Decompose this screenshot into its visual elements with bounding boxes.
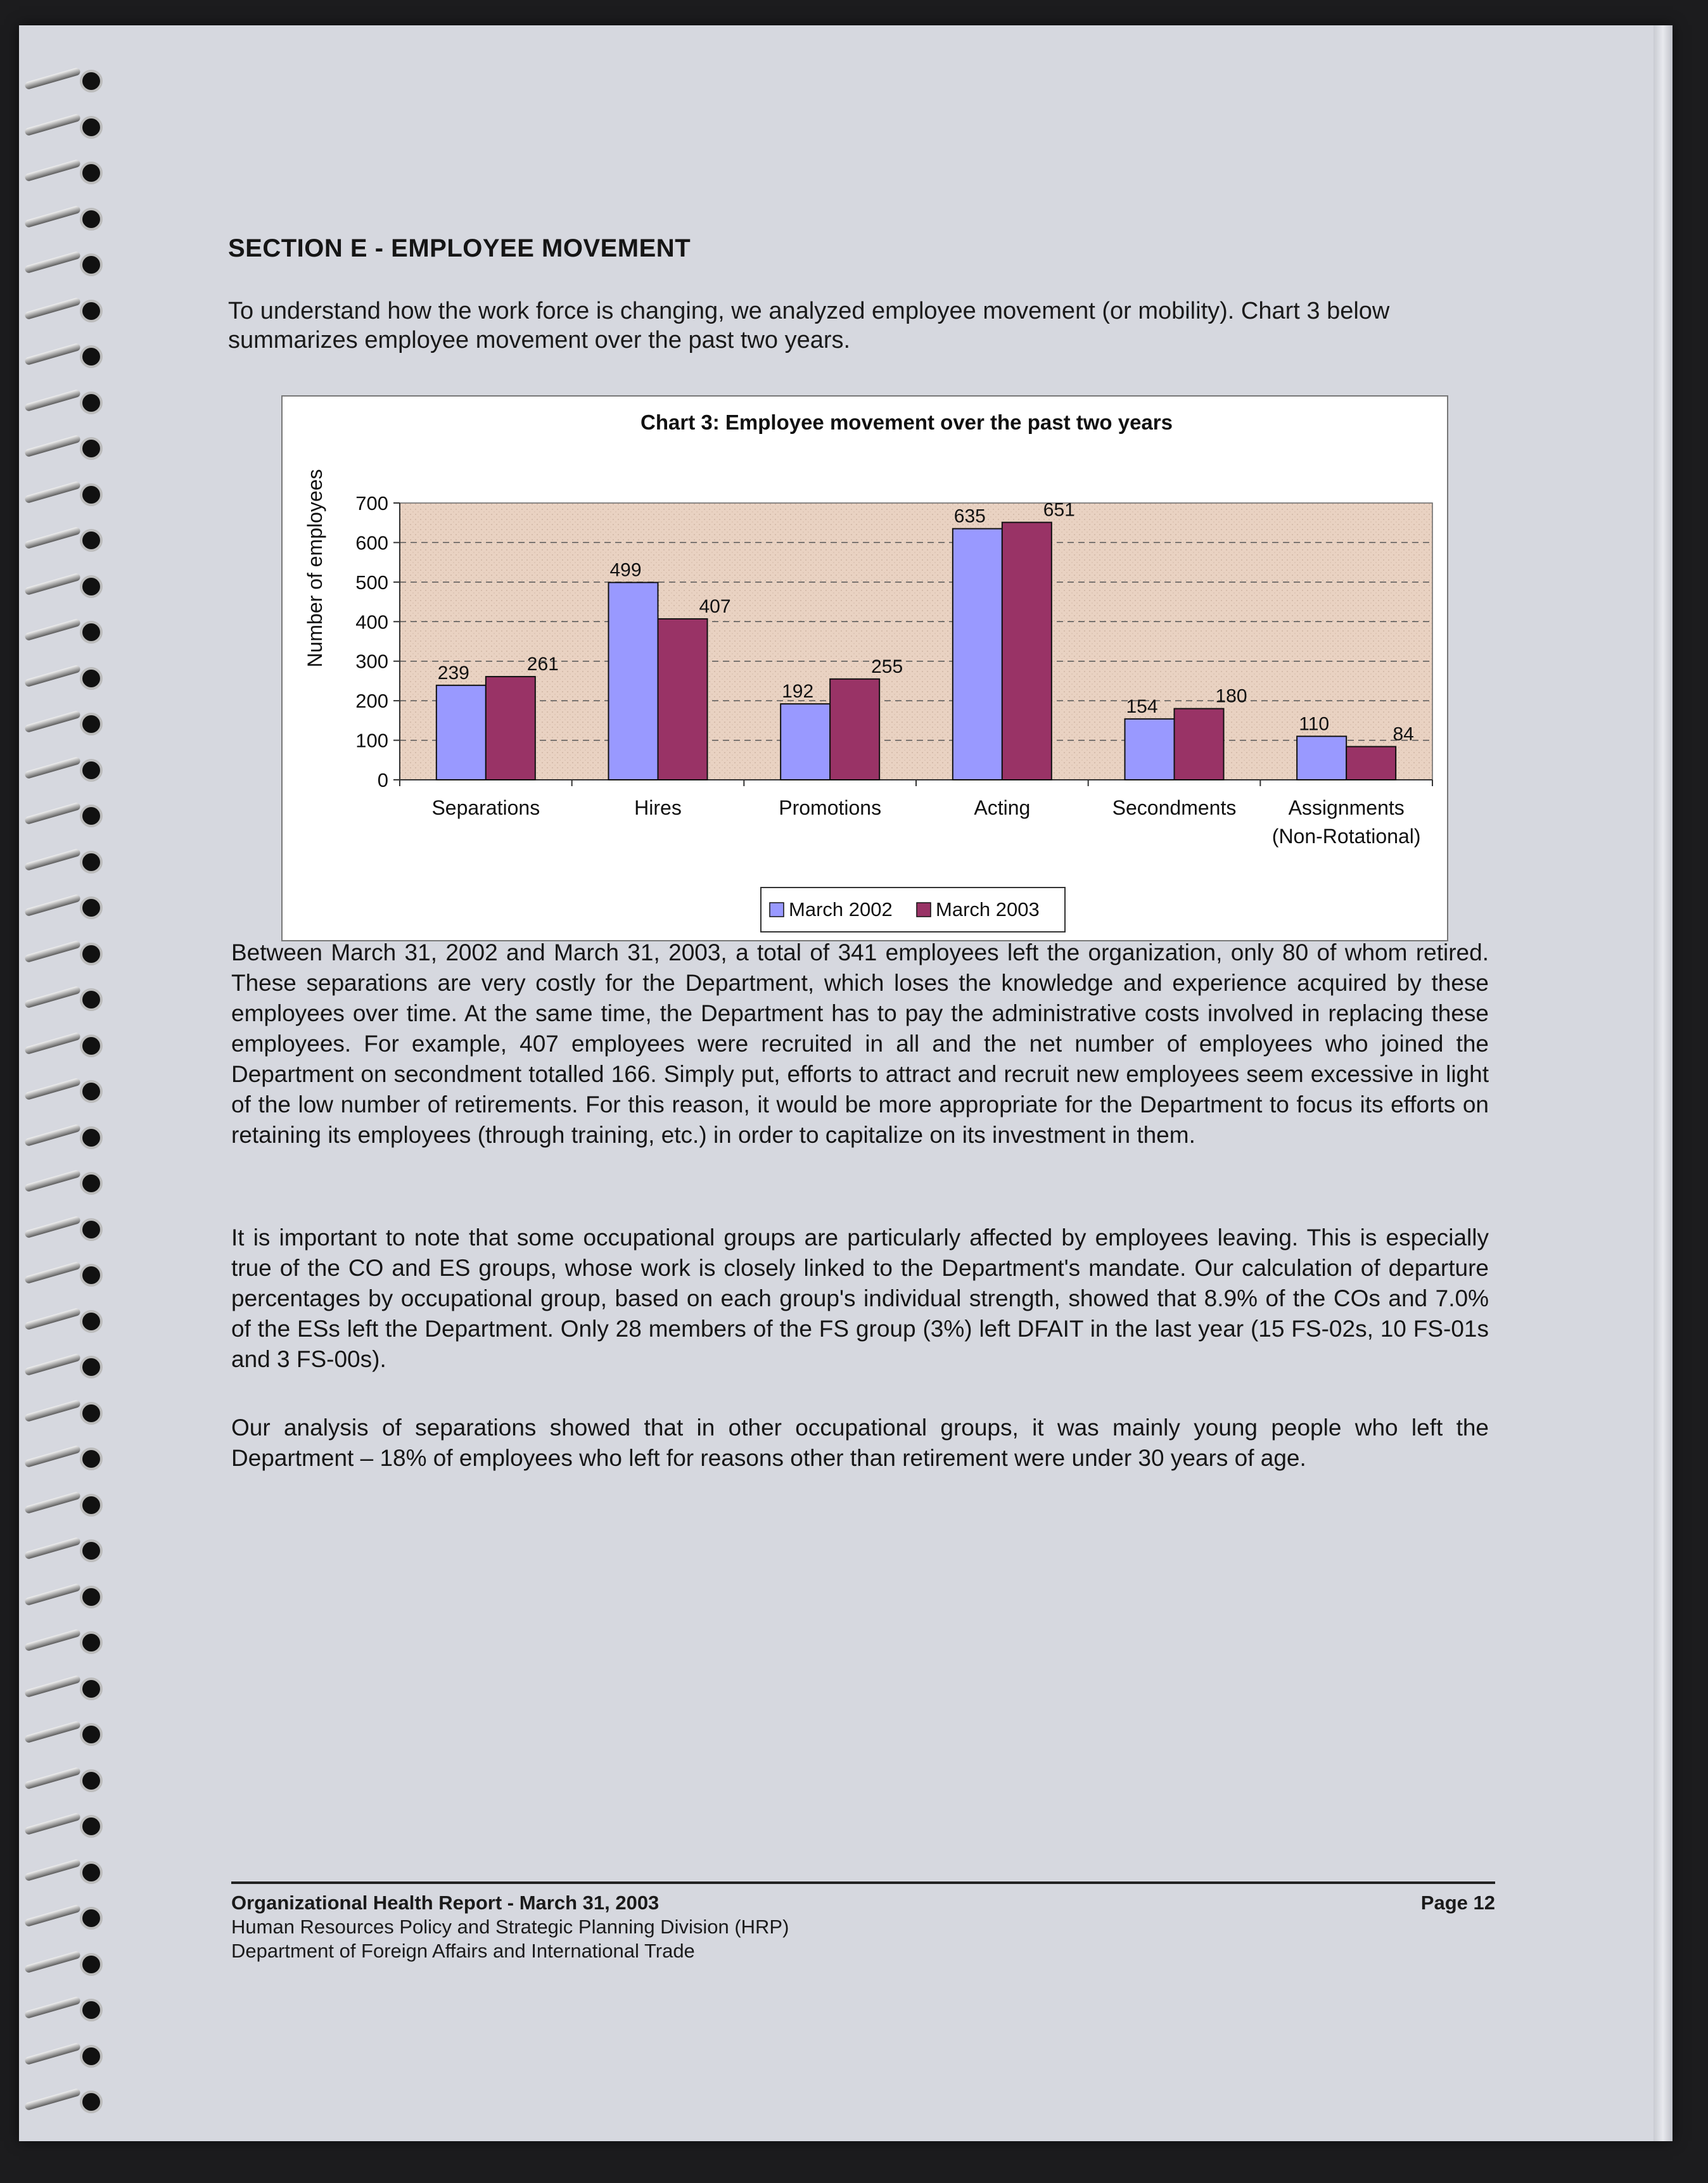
bar-march-2002 [953,529,1002,780]
footer [231,1891,1495,1963]
footer-report-title: Organizational Health Report - March 31, 2003 [231,1892,660,1914]
binding-ring [24,1947,100,1976]
chart-frame [281,395,1448,941]
binding-ring [24,1120,100,1149]
data-label: 255 [871,656,903,677]
bar-march-2002 [609,582,658,780]
bar-march-2003 [1346,747,1396,780]
binding-ring [24,63,100,92]
binding-ring [24,1441,100,1470]
y-tick-label: 0 [377,769,388,791]
binding-ring [24,1257,100,1287]
employee-movement-chart [283,397,1447,940]
binding-ring [24,982,100,1011]
y-tick-label: 200 [355,690,388,713]
binding-ring [24,523,100,552]
binding-ring [24,385,100,414]
binding-ring [24,1349,100,1378]
page-edge [1654,25,1673,2141]
chart-title: Chart 3: Employee movement over the past two years [640,411,1173,434]
spiral-binding [19,63,101,2141]
binding-ring [24,293,100,322]
binding-ring [24,1992,100,2021]
binding-ring [24,201,100,231]
bar-march-2003 [658,619,708,780]
binding-ring [24,477,100,506]
x-category-label: Secondments [1112,796,1237,819]
footer-department: Department of Foreign Affairs and International Trade [231,1940,695,1962]
data-label: 154 [1126,696,1158,717]
data-label: 110 [1299,713,1330,735]
x-category-label: Promotions [779,796,882,819]
plot-area [400,503,1432,780]
data-label: 261 [526,654,559,675]
data-label: 499 [609,559,642,581]
data-label: 180 [1215,685,1247,707]
legend-label: March 2003 [936,898,1040,920]
y-tick-label: 500 [355,571,388,594]
bar-march-2002 [437,685,486,780]
binding-ring [24,1212,100,1241]
y-tick-label: 100 [355,729,388,752]
data-label: 192 [782,681,814,703]
binding-ring [24,1809,100,1838]
body-paragraph-3: Our analysis of separations showed that in other occupational groups, it was mainly young people who left the Department – 18% of employees who left for reasons other than retirement were under 30 years of age. [231,1415,1489,1471]
binding-ring [24,798,100,827]
binding-ring [24,569,100,598]
bar-march-2003 [1002,523,1052,780]
bar-march-2002 [781,704,830,780]
section-title: SECTION E - EMPLOYEE MOVEMENT [228,234,691,262]
data-label: 635 [953,506,986,527]
binding-ring [24,431,100,460]
body-paragraph-2: It is important to note that some occupational groups are particularly affected by employees leaving. This is especially true of the CO and ES groups, whose work is closely linked to the Department's mandate. Our calculation of departure percentages by occupational group, based on each group's individual strength, showed that 8.9% of the COs and 7.0% of the ESs left the Department. Only 28 members of the FS group (3%) left DFAIT in the last year (15 FS-02s, 10 FS-01s and 3 FS-00s). [231,1225,1489,1372]
bar-march-2002 [1125,719,1175,780]
data-label: 239 [437,662,469,684]
binding-ring [24,1074,100,1103]
body-paragraph-1: Between March 31, 2002 and March 31, 2003, a total of 341 employees left the organization, only 80 of whom retired. These separations are very costly for the Department, which loses the knowledge and experience acquired by these employees over time. At the same time, the Department has to pay the administrative costs involved in replacing these employees. For example, 407 employees were recruited in all and the net number of employees who joined the Department on secondment totalled 166. Simply put, efforts to attract and recruit new employees seem excessive in light of the low number of retirements. For this reason, it would be more appropriate for the Department to focus its efforts on retaining its employees (through training, etc.) in order to capitalize on its investment in them. [231,939,1489,1148]
binding-ring [24,1487,100,1517]
document-page [19,25,1673,2141]
binding-ring [24,2084,100,2113]
binding-ring [24,1671,100,1700]
binding-ring [24,1900,100,1930]
binding-ring [24,2039,100,2068]
legend-label: March 2002 [789,898,893,920]
x-category-label: Acting [974,796,1031,819]
binding-ring [24,1028,100,1057]
x-category-label: Separations [431,796,540,819]
binding-ring [24,1396,100,1425]
bar-march-2003 [486,677,535,780]
y-tick-label: 700 [355,492,388,514]
binding-ring [24,247,100,276]
bar-march-2002 [1297,736,1346,780]
binding-ring [24,844,100,874]
binding-ring [24,1304,100,1333]
binding-ring [24,339,100,368]
data-label: 84 [1393,723,1414,745]
page-number: Page 12 [1420,1892,1495,1914]
binding-ring [24,1625,100,1654]
y-tick-label: 400 [355,611,388,633]
binding-ring [24,1166,100,1195]
binding-ring [24,155,100,184]
binding-ring [24,890,100,919]
y-axis-label: Number of employees [303,469,326,668]
binding-ring [24,1855,100,1884]
legend-swatch [770,903,784,917]
bar-march-2003 [1175,709,1224,780]
y-tick-label: 300 [355,650,388,673]
x-category-label: Assignments [1288,796,1405,819]
data-label: 407 [699,595,731,617]
x-category-label: (Non-Rotational) [1271,825,1421,848]
binding-ring [24,1763,100,1792]
binding-ring [24,936,100,965]
binding-ring [24,753,100,782]
binding-ring [24,614,100,644]
footer-rule [231,1881,1495,1884]
bar-march-2003 [830,679,879,780]
binding-ring [24,1579,100,1608]
footer-division: Human Resources Policy and Strategic Planning Division (HRP) [231,1916,789,1938]
binding-ring [24,1717,100,1746]
intro-paragraph: To understand how the work force is changing, we analyzed employee movement (or mobility). Chart 3 below summarizes employee movement over the past two years. [228,298,1390,353]
y-tick-label: 600 [355,531,388,554]
data-label: 651 [1043,499,1075,521]
binding-ring [24,706,100,735]
binding-ring [24,1533,100,1562]
legend-swatch [917,903,931,917]
binding-ring [24,661,100,690]
binding-ring [24,110,100,139]
x-category-label: Hires [634,796,682,819]
